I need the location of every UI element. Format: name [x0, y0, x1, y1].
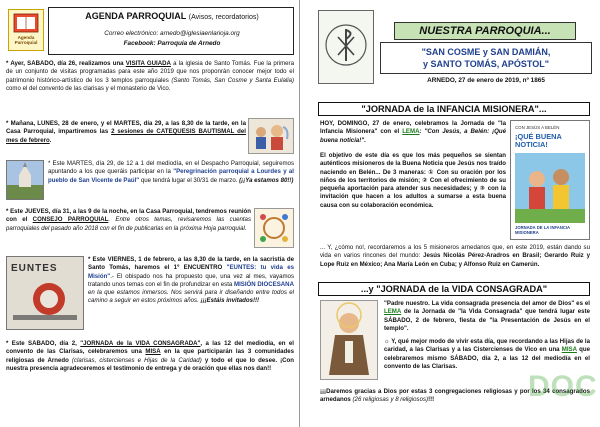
vida-consagrada-image [320, 300, 378, 380]
notice-peregrinacion: * Este MARTES, día 29, de 12 a 1 del mediodía, en el Despacho Parroquial, seguiremos apuntando a los que queráis participar en la "Peregrinación parroquial a Lourdes y al pueblo de San Vicente de Paúl" que tendrá lugar el 30/31 de marzo. (¡¡Ya estamos 80!!) [48, 160, 294, 184]
infancia-intro: HOY, DOMINGO, 27 de enero, celebramos la Jornada de "la Infancia Misionera" con el LEMA: "Con Jesús, a Belén: ¡Qué buena noticia!". [320, 120, 506, 144]
catequesis-image [248, 118, 294, 154]
consejo-image [254, 208, 294, 248]
poster-title-text: ¡QUÉ BUENA NOTICIA! [515, 132, 562, 149]
vida-consagrada-lema: "Padre nuestro. La vida consagrada presencia del amor de Dios" es el LEMA de la Jornada de "la Vida Consagrada" que tendrá lugar este SÁBADO, 2 de febrero, fiesta de "la Presentación de Jesús en el templo". [384, 300, 590, 332]
bulletin-subtitle: "SAN COSME y SAN DAMIÁN, y SANTO TOMÁS, APÓSTOL" [380, 42, 592, 74]
notice-consejo: * Este JUEVES, día 31, a las 9 de la noche, en la Casa Parroquial, tendremos reunión con el CONSEJO PARROQUIAL. Entre otros temas, revisaremos las cuentas parroquiales del pasado año 2018 con el fin de publicarlas en la próxima Hoja parroquial. [6, 208, 251, 232]
poster-top-text: CON JESÚS A BELÉN [515, 125, 560, 130]
notice-catequesis: * Mañana, LUNES, 28 de enero, y el MARTES, día 29, a las 8,30 de la tarde, en la Casa Parroquial, impartiremos las 2 sesiones de CATEQUESIS BAUTISMAL del mes de febrero. [6, 120, 246, 144]
agenda-header [48, 7, 294, 55]
watermark-logo: DOC [528, 370, 598, 403]
notice-euntes: * Este VIERNES, 1 de febrero, a las 8,30 de la tarde, en la sacristía de Santo Tomás, haremos el 1º ENCUENTRO "EUNTES: tu vida es Misión".- El obispado nos ha propuesto que, una vez al mes, vayamos tratando unos temas con el fin de profundizar en esta MISIÓN DIOCESANA en la que estamos inmersos. Nos servirá para ir diseñando entre todos el camino a seguir en estos próximos años. ¡¡¡Estáis invitados!!! [88, 256, 294, 305]
bulletin-header [380, 10, 592, 86]
infancia-objetivo: El objetivo de este día es que los más pequeños se sientan auténticos misioneros de la Buena Noticia que Jesús nos traído naciendo en Belén... De 3 maneras: ① Con su oración por los niños de los territorios de misión; ② Con el ofrecimiento de su pequeña aportación para atender sus necesidades; y ③ con la invitación que hacen a los adultos a sumarse a esta buena causa con su colaboración económica. [320, 152, 506, 209]
vida-consagrada-gracias: ¡¡¡Daremos gracias a Dios por estas 3 congregaciones religiosas y por los 34 consagrados arnedanos (26 religiosas y 8 religiosos)!!! [320, 388, 590, 404]
lourdes-image [6, 160, 44, 200]
agenda-logo [8, 9, 44, 51]
euntes-poster-title: EUNTES [11, 263, 58, 274]
euntes-poster [6, 256, 84, 330]
section-vida-consagrada-title: ...y "JORNADA de la VIDA CONSAGRADA" [318, 282, 590, 296]
bulletin-title: NUESTRA PARROQUIA... [394, 22, 576, 40]
agenda-title: AGENDA PARROQUIAL (Avisos, recordatorios) [85, 11, 259, 21]
chi-rho-icon [319, 11, 373, 83]
poster-bottom-text: JORNADA DE LA INFANCIA MISIONERA [515, 225, 570, 235]
facebook-line: Facebook: Parroquia de Arnedo [123, 40, 221, 47]
infancia-poster [510, 120, 590, 240]
email-line: Correo electrónico: arnedo@iglesiaenlarioja.org [104, 30, 240, 37]
right-page [306, 0, 600, 427]
section-infancia-title: "JORNADA de la INFANCIA MISIONERA"... [318, 102, 590, 116]
bulletin-issue: ARNEDO, 27 de enero de 2019, nº 1865 [427, 77, 545, 84]
parish-logo [318, 10, 374, 84]
notice-visita-guiada: * Ayer, SÁBADO, día 26, realizamos una VISITA GUIADA a la iglesia de Santo Tomás. Fue la primera de un conjunto de visitas programadas para este año 2019 que nos proponrán conocer mejor todo el patrimonio histórico-artístico de los 3 templos parroquiales (Santo Tomás, San Cosme y Santa Eulalia) como el del convento de las clarisas y el monasterio de Vico. [6, 60, 294, 92]
agenda-logo-text: Agenda Parroquial [14, 35, 38, 46]
vida-consagrada-misa: ☼ Y, qué mejor modo de vivir esta día, que recordando a las Hijas de la caridad, a las Clarisas y a las Cistercienses de Vico en una MISA que celebraremos mismo SÁBADO, día 2, a las 12 del mediodía en el convento de las Clarisas. [384, 338, 590, 370]
infancia-misioneros: ... Y, ¿cómo no!, recordaremos a los 5 misioneros arnedanos que, en este 2019, están dando su vida en varios rincones del mundo: Jesús Nicolás Pérez-Aradros en Brasil; Gerardo Ruiz y Lope Ruiz en México; Ana María León en Cuba; y Alfonso Ruiz en Camerún. [320, 244, 590, 268]
notice-vida-consagrada: * Este SÁBADO, día 2, "JORNADA de la VIDA CONSAGRADA", a las 12 del mediodía, en el convento de las Clarisas, celebraremos una MISA en la que participarán las 3 comunidades religiosas de Arnedo (clarisas, cistercienses e Hijas de la Caridad) y todo el que lo desee. ¡Con nuestra presencia agradeceremos el testimonio de entrega y de oración que ellas nos dan!! [6, 340, 294, 372]
